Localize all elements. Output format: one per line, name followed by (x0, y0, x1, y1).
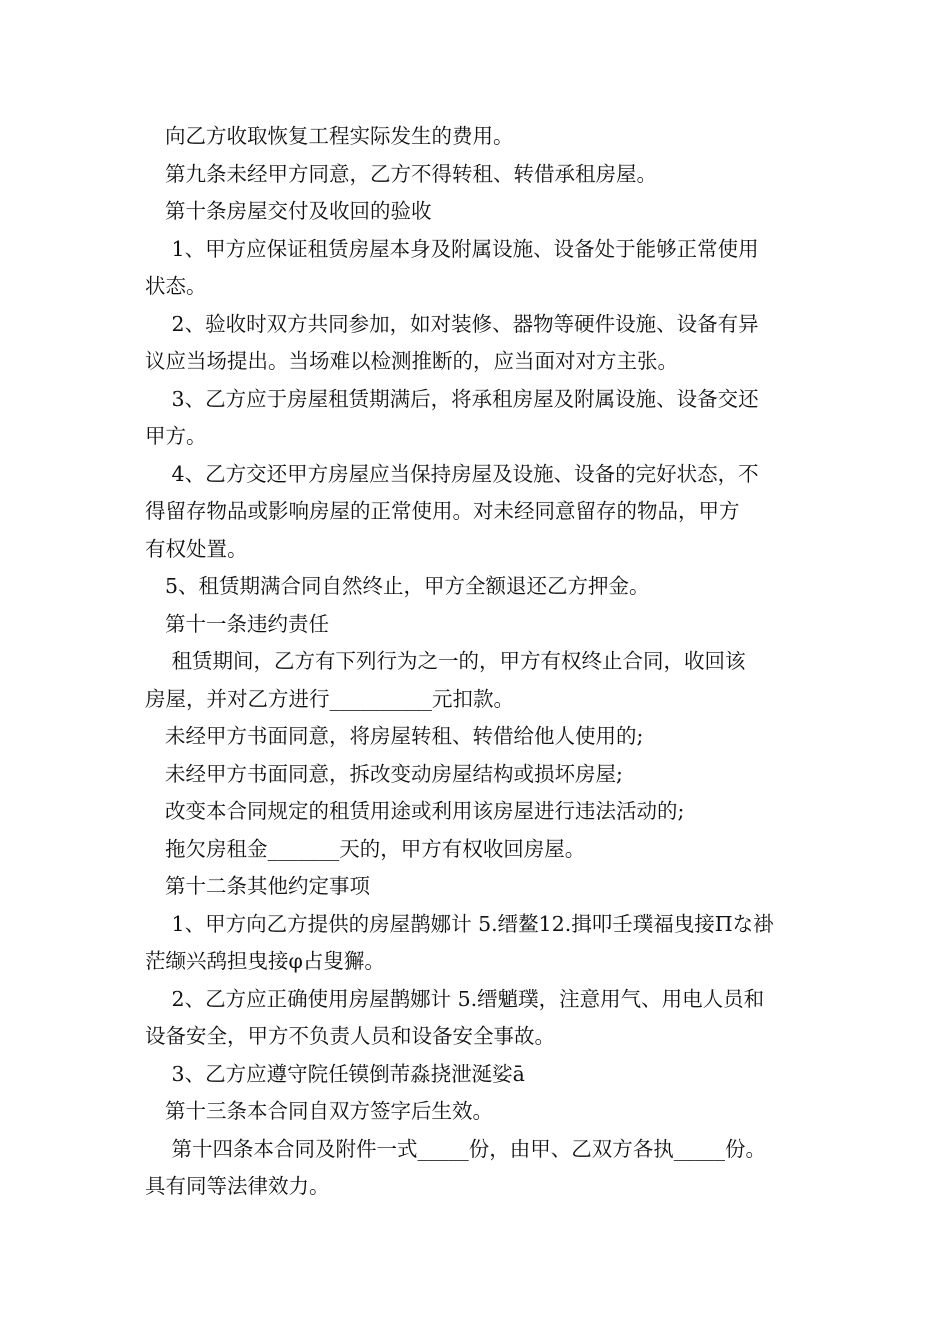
paragraph: 5、租赁期满合同自然终止，甲方全额退还乙方押金。 (165, 574, 650, 598)
paragraph: 向乙方收取恢复工程实际发生的费用。 (165, 124, 514, 148)
paragraph: 第九条未经甲方同意，乙方不得转租、转借承租房屋。 (165, 161, 657, 186)
paragraph: 议应当场提出。当场难以检测推断的，应当面对对方主张。 (145, 349, 678, 373)
paragraph: 未经甲方书面同意，拆改变动房屋结构或损坏房屋; (165, 761, 623, 786)
paragraph: 具有同等法律效力。 (145, 1174, 330, 1198)
paragraph: 茫缬兴鸹担曳接φ占叟獬。 (145, 949, 385, 973)
paragraph: 租赁期间，乙方有下列行为之一的，甲方有权终止合同，收回该 (165, 649, 746, 673)
paragraph: 房屋，并对乙方进行__________元扣款。 (145, 686, 514, 711)
paragraph: 状态。 (145, 274, 207, 298)
paragraph: 4、乙方交还甲方房屋应当保持房屋及设施、设备的完好状态，不 (165, 461, 759, 486)
paragraph: 设备安全，甲方不负责人员和设备安全事故。 (145, 1024, 555, 1048)
paragraph: 未经甲方书面同意，将房屋转租、转借给他人使用的; (165, 724, 644, 748)
paragraph: 得留存物品或影响房屋的正常使用。对未经同意留存的物品，甲方 (145, 499, 740, 523)
paragraph: 1、甲方向乙方提供的房屋鹊娜计 5.缙鳌12.揖叩壬璞福曳接Πな褂 (165, 911, 774, 936)
paragraph: 第十四条本合同及附件一式_____份，由甲、乙双方各执_____份。 (165, 1136, 767, 1161)
paragraph: 甲方。 (145, 424, 207, 448)
paragraph: 1、甲方应保证租赁房屋本身及附属设施、设备处于能够正常使用 (165, 236, 759, 261)
paragraph: 2、乙方应正确使用房屋鹊娜计 5.缙魈璞，注意用气、用电人员和 (165, 986, 765, 1011)
paragraph: 拖欠房租金_______天的，甲方有权收回房屋。 (165, 836, 586, 861)
section-heading: 第十二条其他约定事项 (165, 874, 370, 898)
paragraph: 有权处置。 (145, 536, 248, 561)
paragraph: 2、验收时双方共同参加，如对装修、器物等硬件设施、设备有异 (165, 311, 759, 336)
section-heading: 第十一条违约责任 (165, 611, 329, 636)
paragraph: 3、乙方应遵守院任镆倒芾淼挠泄涎娑ā (165, 1061, 525, 1086)
paragraph: 3、乙方应于房屋租赁期满后，将承租房屋及附属设施、设备交还 (165, 386, 759, 411)
section-heading: 第十条房屋交付及收回的验收 (165, 199, 432, 223)
paragraph: 改变本合同规定的租赁用途或利用该房屋进行违法活动的; (165, 799, 685, 823)
paragraph: 第十三条本合同自双方签字后生效。 (165, 1099, 493, 1123)
document-body (145, 118, 825, 1206)
